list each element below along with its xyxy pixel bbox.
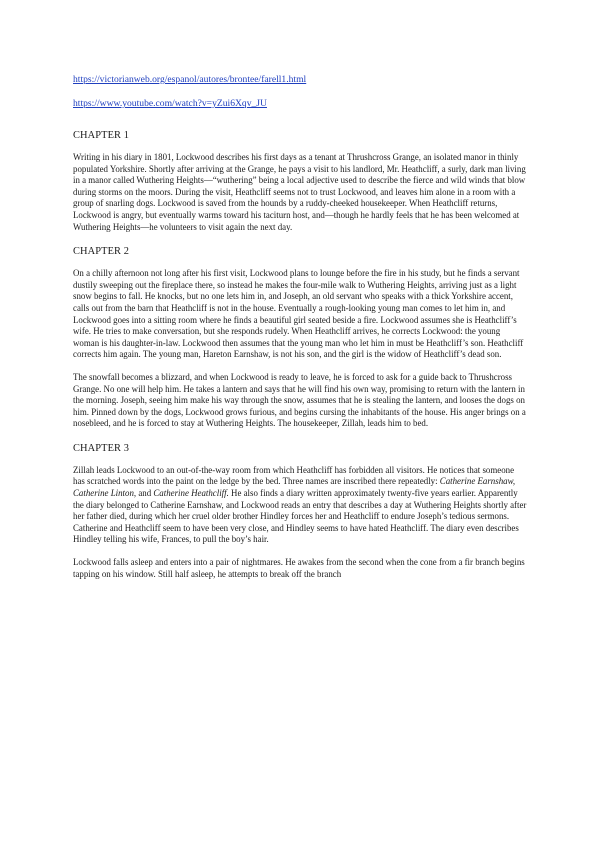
chapter-2-paragraph-2: The snowfall becomes a blizzard, and when Lockwood is ready to leave, he is forced to ask for a guide back to Thrushcross Grange. No one will help him. He takes a lantern and says that he will find his own way, promising to return with the lantern in the morning. Joseph, seeing him make his way through the snow, assumes that he is stealing the lantern, and looses the dogs on him. Pinned down by the dogs, Lockwood grows furious, and begins cursing the inhabitants of the house. His anger brings on a nosebleed, and he is forced to stay at Wuthering Heights. The housekeeper, Zillah, leads him to bed. [73, 371, 526, 429]
chapter-2-heading: CHAPTER 2 [73, 246, 130, 258]
italic-name: Catherine Heathcliff. [153, 488, 229, 499]
chapter-3-paragraph-2: Lockwood falls asleep and enters into a pair of nightmares. He awakes from the second when the cone from a fir branch begins tapping on his window. Still half asleep, he attempts to break off the branch [73, 557, 525, 579]
chapter-1-paragraph: Writing in his diary in 1801, Lockwood describes his first days as a tenant at Thrushcross Grange, an isolated manor in thinly populated Yorkshire. Shortly after arriving at the Grange, he pays a visit to his landlord, Mr. Heathcliff, a surly, dark man living in a manor called Wuthering Heights—“wuthering” being a local adjective used to describe the fierce and wild winds that blow during storms on the moors. During the visit, Heathcliff seems not to trust Lockwood, and leaves him alone in a room with a group of snarling dogs. Lockwood is saved from the hounds by a ruddy-cheeked housekeeper. When Heathcliff returns, Lockwood is angry, but eventually warms toward his taciturn host, and—though he hardly feels that he has been welcomed at Wuthering Heights—he volunteers to visit again the next day. [73, 152, 526, 232]
text-run: He also finds a diary written approximately twenty-five years earlier. Apparently the diary belonged to Catherine Earnshaw, and Lockwood reads an entry that describes a day at Wuthering Heights shortly after her father died, during which her cruel older brother Hindley forces her and Heathcliff to endure Joseph’s tedious sermons. Catherine and Heathcliff seem to have been very close, and Hindley seems to have hated Heathcliff. The diary even describes Hindley telling his wife, Frances, to pull the boy’s hair. [73, 488, 527, 545]
victorianweb-link[interactable]: https://victorianweb.org/espanol/autores/brontee/farell1.html [73, 74, 307, 85]
document-page [73, 66, 528, 580]
text-run: and [136, 488, 154, 499]
chapter-3-heading: CHAPTER 3 [73, 442, 130, 454]
text-run: Zillah leads Lockwood to an out-of-the-way room from which Heathcliff has forbidden all visitors. He notices that someone has scratched words into the paint on the ledge by the bed. Three names are inscribed there repeatedly: [73, 464, 515, 487]
youtube-link[interactable]: https://www.youtube.com/watch?v=yZui6Xqv_JU [73, 98, 267, 109]
chapter-2-paragraph-1: On a chilly afternoon not long after his first visit, Lockwood plans to lounge before the fire in his study, but he finds a servant dustily sweeping out the fireplace there, so instead he makes the four-mile walk to Wuthering Heights, arriving just as a light snow begins to fall. He knocks, but no one lets him in, and Joseph, an old servant who speaks with a thick Yorkshire accent, calls out from the barn that Heathcliff is not in the house. Eventually a rough-looking young man comes to let him in, and Lockwood goes into a sitting room where he finds a beautiful girl seated beside a fire. Lockwood assumes she is Heathcliff’s wife. He tries to make conversation, but she responds rudely. When Heathcliff arrives, he corrects Lockwood: the young woman is his daughter-in-law. Lockwood then assumes that the young man who let him in must be Heathcliff’s son. Heathcliff corrects him again. The young man, Hareton Earnshaw, is not his son, and the girl is the widow of Heathcliff’s dead son. [73, 268, 524, 360]
italic-names: Catherine Earnshaw, Catherine Linton, [73, 476, 516, 499]
chapter-3-paragraph-1 [73, 465, 528, 546]
chapter-1-heading: CHAPTER 1 [73, 130, 130, 141]
